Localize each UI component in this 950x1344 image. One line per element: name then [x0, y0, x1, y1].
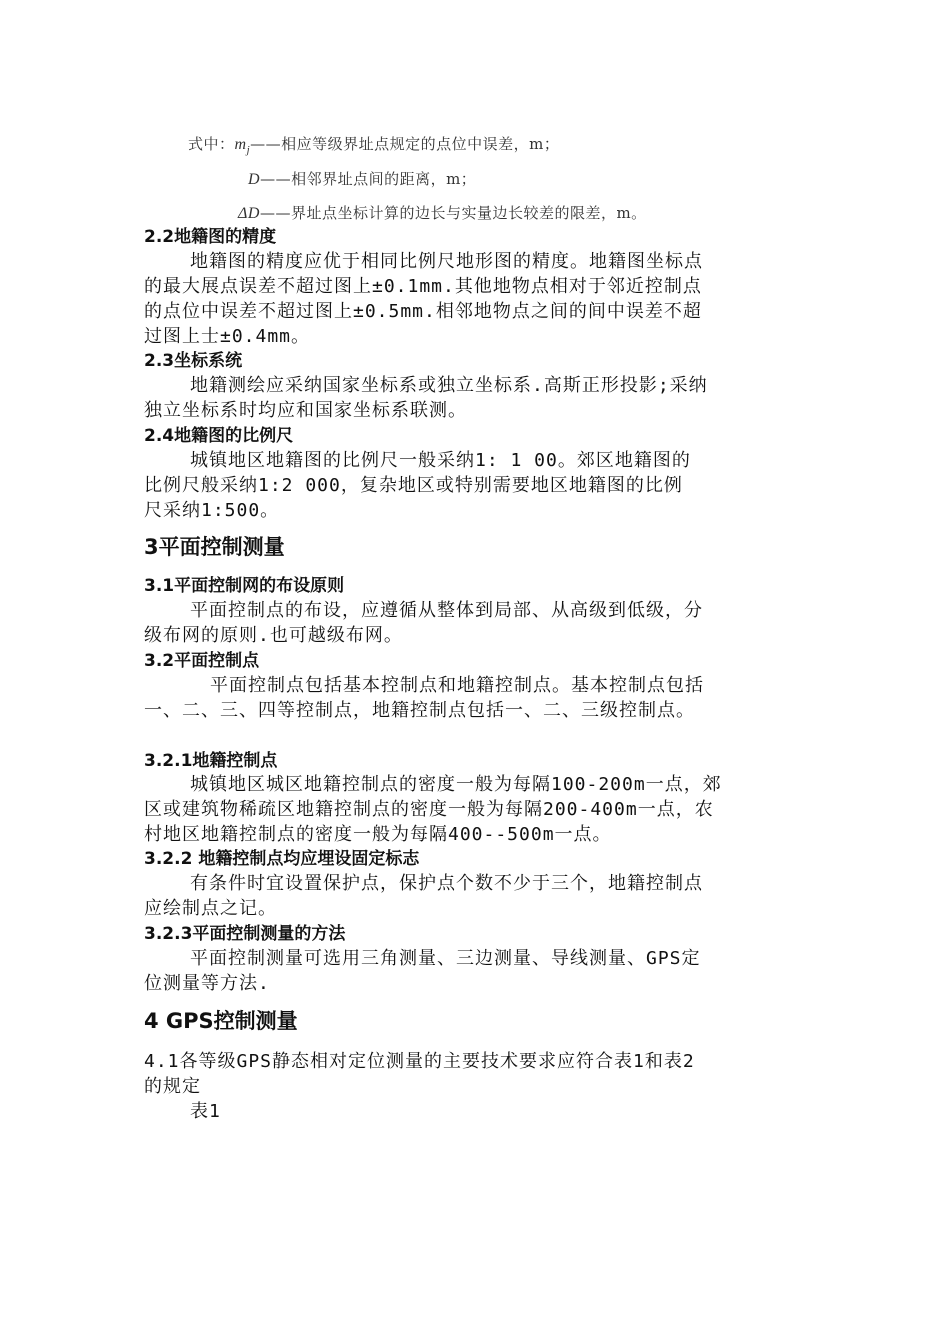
formula-symbol-m: m: [234, 136, 247, 153]
formula-line-3: [238, 202, 647, 223]
formula-text-2: ——相邻界址点间的距离，m；: [260, 170, 477, 188]
text-line: 城镇地区地籍图的比例尺一般采纳1: 1 00。郊区地籍图的: [190, 450, 691, 471]
text-line: 有条件时宜设置保护点，保护点个数不少于三个，地籍控制点: [190, 873, 703, 894]
formula-line-2: [248, 168, 476, 189]
formula-symbol-delta-d: ΔD: [238, 205, 260, 222]
text-line: 的点位中误差不超过图上±0.5mm.相邻地物点之间的间中误差不超: [144, 301, 702, 322]
text-line: 独立坐标系时均应和国家坐标系联测。: [144, 400, 467, 421]
text-line: 平面控制测量可选用三角测量、三边测量、导线测量、GPS定: [190, 948, 701, 969]
section-heading-3: 3平面控制测量: [144, 535, 285, 559]
formula-text-1: ——相应等级界址点规定的点位中误差，m；: [250, 135, 560, 153]
text-line: 比例尺般采纳1:2 000，复杂地区或特别需要地区地籍图的比例: [144, 475, 683, 496]
section-body-3-2: [144, 673, 824, 723]
section-body-3-2-1: [144, 772, 806, 847]
section-heading-3-2-1: 3.2.1地籍控制点: [144, 751, 278, 771]
section-heading-2-4: 2.4地籍图的比例尺: [144, 426, 294, 446]
formula-prefix: 式中：: [188, 135, 235, 153]
text-line: 位测量等方法.: [144, 973, 270, 994]
section-heading-2-2: 2.2地籍图的精度: [144, 227, 277, 247]
formula-subscript: j: [246, 144, 251, 156]
section-heading-2-3: 2.3坐标系统: [144, 351, 243, 371]
text-line: 地籍测绘应采纳国家坐标系或独立坐标系.高斯正形投影;采纳: [190, 375, 708, 396]
text-line: 的最大展点误差不超过图上±0.1mm.其他地物点相对于邻近控制点: [144, 276, 702, 297]
table-label: 表1: [190, 1101, 221, 1122]
formula-symbol-d: D: [248, 171, 261, 188]
section-body-2-3: [144, 373, 806, 423]
text-line: 应绘制点之记。: [144, 898, 277, 919]
text-line: 平面控制点的布设，应遵循从整体到局部、从高级到低级，分: [190, 600, 703, 621]
section-body-3-1: [144, 598, 806, 648]
text-line: 4.1各等级GPS静态相对定位测量的主要技术要求应符合表1和表2: [144, 1051, 695, 1072]
section-heading-4: 4 GPS控制测量: [144, 1009, 298, 1033]
section-heading-3-1: 3.1平面控制网的布设原则: [144, 576, 345, 596]
text-line: 区或建筑物稀疏区地籍控制点的密度一般为每隔200-400m一点，农: [144, 799, 714, 820]
text-line: 尺采纳1:500。: [144, 500, 280, 521]
section-heading-3-2-3: 3.2.3平面控制测量的方法: [144, 924, 346, 944]
section-body-3-2-3: [144, 946, 806, 996]
text-line: 城镇地区城区地籍控制点的密度一般为每隔100-200m一点，郊: [190, 774, 722, 795]
text-line: 一、二、三、四等控制点，地籍控制点包括一、二、三级控制点。: [144, 700, 695, 721]
text-line: 过图上士±0.4mm。: [144, 326, 311, 347]
section-body-2-2: [144, 249, 806, 349]
section-heading-3-2-2: 3.2.2 地籍控制点均应埋设固定标志: [144, 849, 420, 869]
formula-line-1: [188, 133, 559, 156]
section-heading-3-2: 3.2平面控制点: [144, 651, 260, 671]
section-body-4-1: [144, 1049, 806, 1124]
text-line: 平面控制点包括基本控制点和地籍控制点。基本控制点包括: [210, 675, 704, 696]
text-line: 级布网的原则.也可越级布网。: [144, 625, 403, 646]
text-line: 地籍图的精度应优于相同比例尺地形图的精度。地籍图坐标点: [190, 251, 703, 272]
section-body-2-4: [144, 448, 806, 523]
text-line: 的规定: [144, 1076, 201, 1097]
text-line: 村地区地籍控制点的密度一般为每隔400--500m一点。: [144, 824, 612, 845]
section-body-3-2-2: [144, 871, 806, 921]
formula-text-3: ——界址点坐标计算的边长与实量边长较差的限差，m。: [259, 204, 647, 222]
